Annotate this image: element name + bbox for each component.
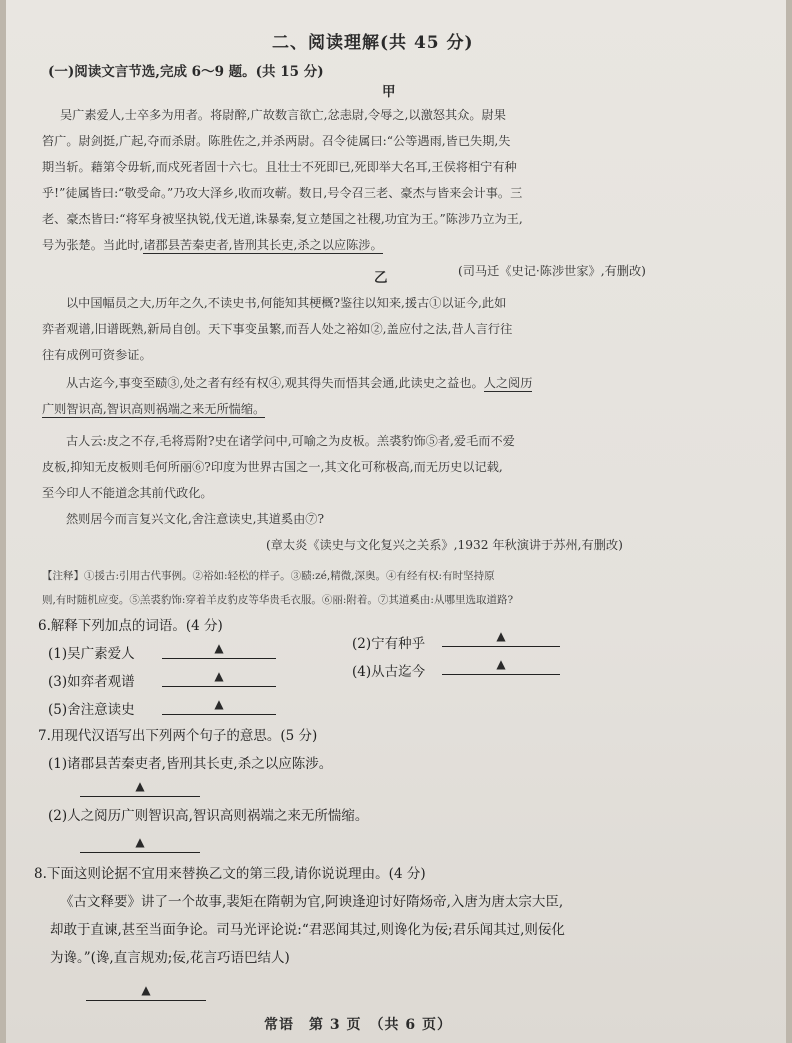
- q6-answer-blank-5[interactable]: [162, 696, 276, 715]
- q6-item-5: (5)舍注意读史: [48, 702, 135, 718]
- answer-triangle-icon: ▲: [135, 835, 145, 849]
- passage-b-line: 古人云:皮之不存,毛将焉附?史在诸学问中,可喻之为皮板。羔裘豹饰⑤者,爱毛而不爱: [66, 434, 515, 448]
- underlined-sentence-b2: 广则智识高,智识高则祸端之来无所惴缩。: [42, 402, 266, 416]
- part1-intro: (一)阅读文言节选,完成 6～9 题。(共 15 分): [48, 64, 324, 80]
- underlined-sentence-b1: 人之阅历: [483, 376, 533, 390]
- passage-b-line: 皮板,抑知无皮板则毛何所丽⑥?印度为世界古国之一,其文化可称极高,而无历史以记载,: [42, 460, 503, 474]
- q8-line: 为谗。”(谗,直言规劝;佞,花言巧语巴结人): [50, 950, 290, 966]
- question-7: 7.用现代汉语写出下列两个句子的意思。(5 分): [38, 728, 318, 744]
- q8-line: 却敢于直谏,甚至当面争论。司马光评论说:“君恶闻其过,则谗化为佞;君乐闻其过,则佞化: [50, 922, 565, 938]
- q6-item-1: (1)吴广素爱人: [48, 646, 135, 662]
- passage-b-line: 以中国幅员之大,历年之久,不读史书,何能知其梗概?鉴往以知来,援古①以证今,此如: [66, 296, 507, 310]
- passage-a-source: (司马迁《史记·陈涉世家》,有删改): [458, 264, 646, 278]
- q6-answer-blank-1[interactable]: [162, 640, 276, 659]
- notes-line: 【注释】①援古:引用古代事例。②裕如:轻松的样子。③赜:zé,精微,深奥。④有经有权:有时坚持原: [42, 570, 495, 582]
- passage-b-line: 然则居今而言复兴文化,舍注意读史,其道奚由⑦?: [66, 512, 325, 526]
- answer-triangle-icon: ▲: [214, 697, 224, 711]
- passage-b-source: (章太炎《读史与文化复兴之关系》,1932 年秋演讲于苏州,有删改): [266, 538, 623, 552]
- page-footer: 常语 第 3 页 （共 6 页）: [264, 1017, 452, 1033]
- q7-sentence-1: (1)诸郡县苦秦吏者,皆刑其长吏,杀之以应陈涉。: [48, 756, 333, 772]
- exam-page: [6, 0, 786, 1043]
- question-6: 6.解释下列加点的词语。(4 分): [38, 618, 223, 634]
- q6-answer-blank-4[interactable]: [442, 656, 560, 675]
- passage-b-label: 乙: [374, 270, 388, 286]
- passage-b-para2-prefix: 从古迄今,事变至赜③,处之者有经有权④,观其得失而悟其会通,此读史之益也。: [66, 376, 484, 390]
- passage-a-label: 甲: [382, 84, 396, 100]
- notes-line: 则,有时随机应变。⑤羔裘豹饰:穿着羊皮豹皮等华贵毛衣服。⑥丽:附着。⑦其道奚由:从哪里选取道路?: [42, 594, 514, 606]
- passage-a-line: 乎!”徒属皆曰:“敬受命。”乃攻大泽乡,收而攻蕲。数日,号令召三老、豪杰与皆来会计事。三: [42, 186, 523, 200]
- q7-answer-blank-2[interactable]: [80, 834, 200, 853]
- q6-item-3: (3)如弈者观谱: [48, 674, 135, 690]
- q6-answer-blank-2[interactable]: [442, 628, 560, 647]
- passage-a-line: 老、豪杰皆曰:“将军身被坚执锐,伐无道,诛暴秦,复立楚国之社稷,功宜为王。”陈涉乃立为王,: [42, 212, 523, 226]
- underlined-sentence-a: 诸郡县苦秦吏者,皆刑其长吏,杀之以应陈涉。: [143, 238, 383, 252]
- q6-item-4: (4)从古迄今: [352, 664, 426, 680]
- passage-a-line: 吴广素爱人,士卒多为用者。将尉醉,广故数言欲亡,忿恚尉,令辱之,以激怒其众。尉果: [60, 108, 506, 122]
- q8-answer-blank[interactable]: [86, 982, 206, 1001]
- passage-a-line: 笞广。尉剑挺,广起,夺而杀尉。陈胜佐之,并杀两尉。召令徒属曰:“公等遇雨,皆已失期,失: [42, 134, 511, 148]
- passage-a-last-line: [42, 232, 383, 258]
- answer-triangle-icon: ▲: [135, 779, 145, 793]
- passage-a-last-prefix: 号为张楚。当此时,: [42, 238, 144, 252]
- passage-b-line: 往有成例可资参证。: [42, 348, 152, 362]
- passage-b-line: 至今印人不能道念其前代政化。: [42, 486, 213, 500]
- passage-b-line: 弈者观谱,旧谱既熟,新局自创。天下事变虽繁,而吾人处之裕如②,盖应付之法,昔人言行往: [42, 322, 513, 336]
- answer-triangle-icon: ▲: [214, 669, 224, 683]
- q6-answer-blank-3[interactable]: [162, 668, 276, 687]
- answer-triangle-icon: ▲: [496, 657, 506, 671]
- answer-triangle-icon: ▲: [214, 641, 224, 655]
- answer-triangle-icon: ▲: [141, 983, 151, 997]
- section-title: 二、阅读理解(共 45 分): [272, 33, 474, 53]
- passage-b-para2-line2: [42, 396, 265, 422]
- question-8: 8.下面这则论据不宜用来替换乙文的第三段,请你说说理由。(4 分): [34, 866, 426, 882]
- passage-a-line: 期当斩。藉第令毋斩,而戍死者固十六七。且壮士不死即已,死即举大名耳,王侯将相宁有种: [42, 160, 517, 174]
- q8-line: 《古文释要》讲了一个故事,裴矩在隋朝为官,阿谀逢迎讨好隋炀帝,入唐为唐太宗大臣,: [60, 894, 564, 910]
- passage-b-para2-line1: [66, 370, 532, 396]
- answer-triangle-icon: ▲: [496, 629, 506, 643]
- q7-answer-blank-1[interactable]: [80, 778, 200, 797]
- q7-sentence-2: (2)人之阅历广则智识高,智识高则祸端之来无所惴缩。: [48, 808, 369, 824]
- q6-item-2: (2)宁有种乎: [352, 636, 426, 652]
